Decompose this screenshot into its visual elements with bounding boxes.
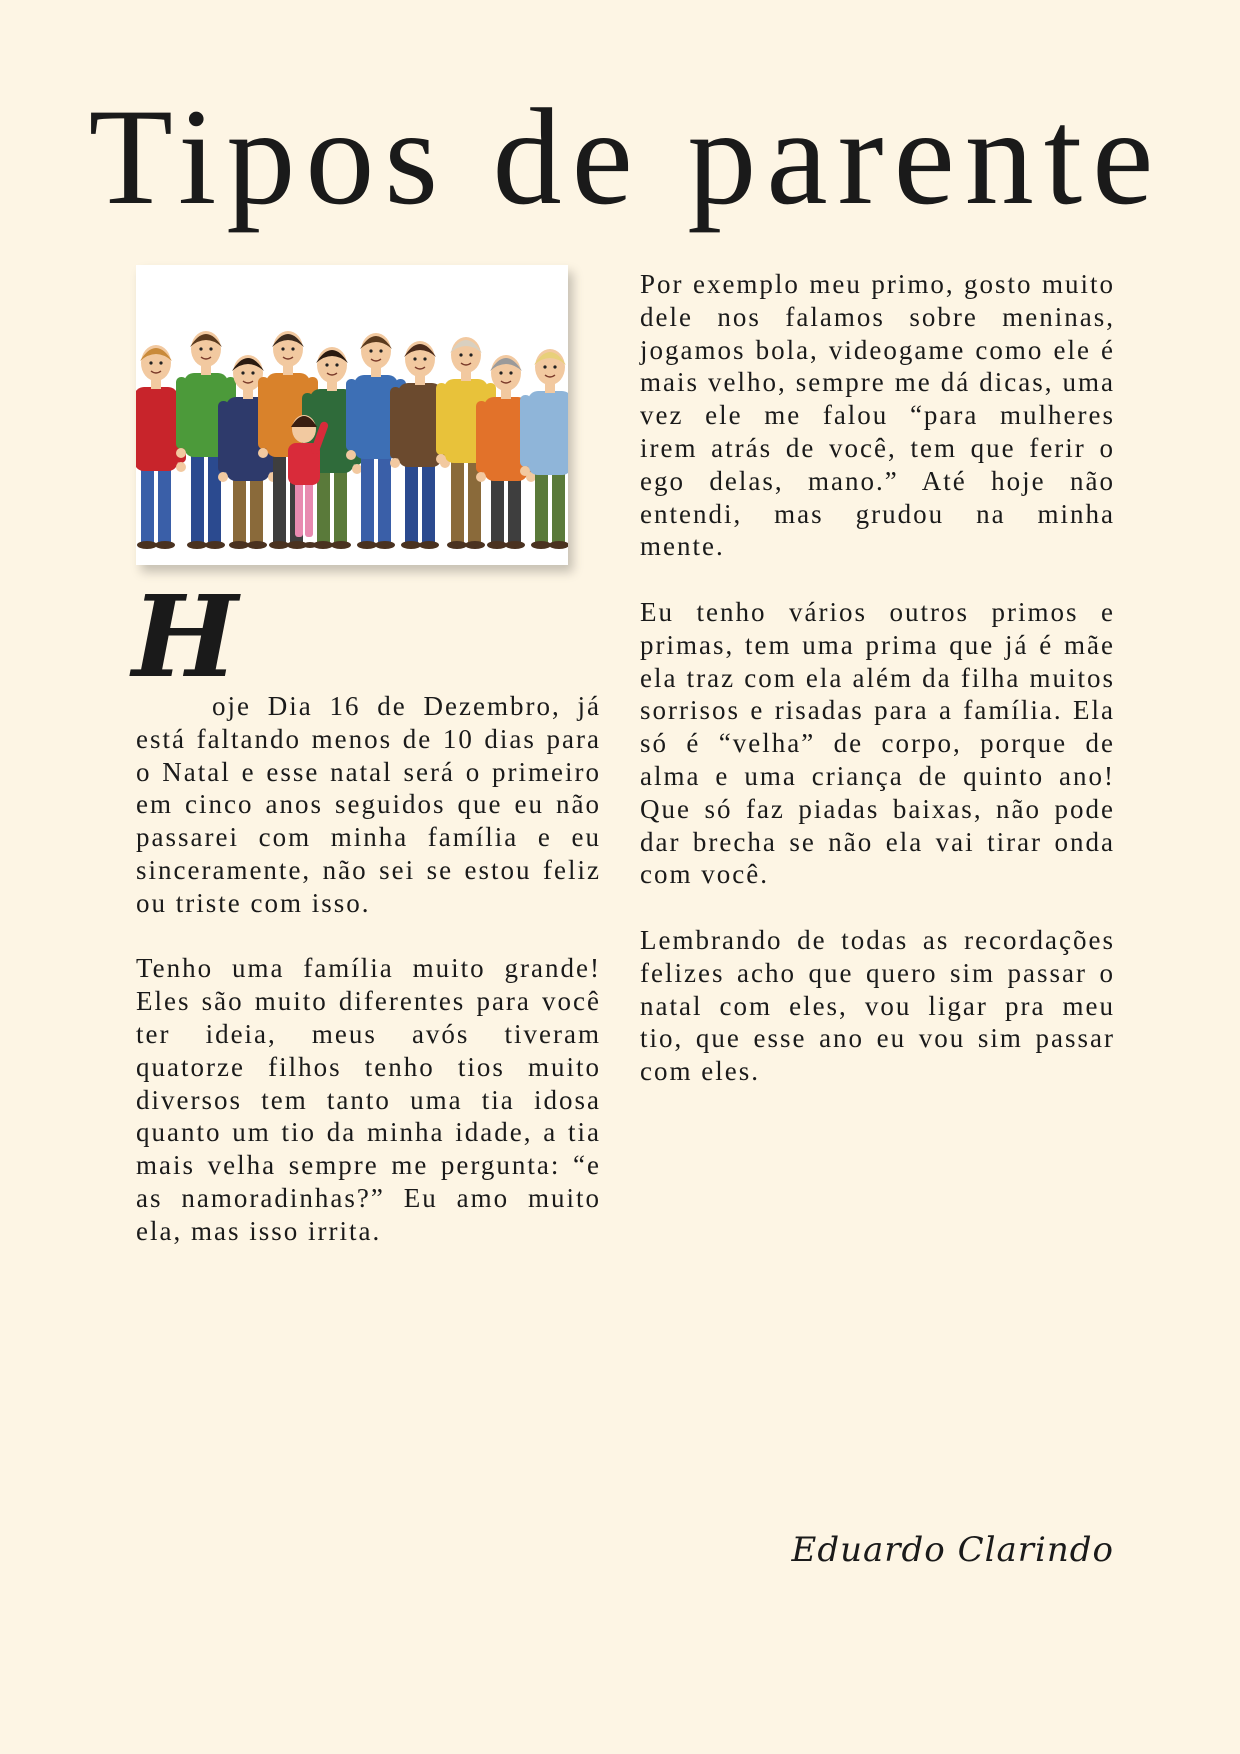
- person-eye: [209, 347, 212, 350]
- person-eye: [241, 371, 244, 374]
- person-leg: [535, 469, 548, 545]
- person-arm: [218, 401, 229, 473]
- person-shoe: [187, 541, 207, 549]
- family-group-icon: [136, 265, 568, 565]
- person-hand: [258, 448, 268, 458]
- child-leg: [295, 479, 303, 537]
- left-column: [132, 572, 601, 1280]
- person-eye: [251, 371, 254, 374]
- person-eye: [509, 371, 512, 374]
- person-torso: [528, 391, 568, 475]
- person-leg: [273, 451, 286, 545]
- person-hand: [520, 466, 530, 476]
- person-eye: [413, 357, 416, 360]
- person-leg: [158, 465, 171, 545]
- child-leg: [305, 479, 313, 537]
- person-hand: [390, 458, 400, 468]
- person-shoe: [247, 541, 267, 549]
- person-eye: [423, 357, 426, 360]
- person-leg: [361, 453, 374, 545]
- page-title: Tipos de parente: [88, 80, 1164, 233]
- person-shoe: [419, 541, 439, 549]
- person-leg: [552, 469, 565, 545]
- person-hand: [176, 462, 186, 472]
- person-eye: [335, 363, 338, 366]
- person-shoe: [357, 541, 377, 549]
- person-leg: [491, 475, 504, 545]
- person-shoe: [465, 541, 485, 549]
- person-leg: [141, 465, 154, 545]
- intro-text: oje Dia 16 de Dezembro, já está faltando menos de 10 dias para o Natal e esse natal será o primeiro em cinco anos seguidos que eu não passarei com minha família e eu sinceramente, não sei se estou feliz ou triste com isso.: [136, 691, 601, 918]
- child-shoe: [303, 542, 317, 548]
- person-leg: [451, 457, 464, 545]
- person-arm: [136, 391, 137, 463]
- person-hand: [352, 464, 362, 474]
- person-leg: [334, 467, 347, 545]
- intro-paragraph: [136, 690, 601, 920]
- person-eye: [199, 347, 202, 350]
- person-arm: [390, 387, 401, 459]
- child-shoe: [291, 542, 305, 548]
- person-shoe: [549, 541, 568, 549]
- author-signature: Eduardo Clarindo: [791, 1530, 1114, 1570]
- person-leg: [250, 475, 263, 545]
- person-shoe: [229, 541, 249, 549]
- person-hand: [476, 472, 486, 482]
- person-hand: [218, 472, 228, 482]
- person-eye: [379, 349, 382, 352]
- person-shoe: [401, 541, 421, 549]
- person-eye: [553, 365, 556, 368]
- person-hand: [436, 454, 446, 464]
- person-torso: [398, 383, 442, 467]
- paragraph-family: Tenho uma família muito grande! Eles são muito diferentes para você ter ideia, meus avós tiveram quatorze filhos tenho tios muito diversos tem tanto uma tia idosa quanto um tio da minha idade, a tia mais velha sempre me pergunta: “e as namoradinhas?” Eu amo muito ela, mas isso irrita.: [136, 953, 601, 1246]
- person-leg: [191, 451, 204, 545]
- person-shoe: [205, 541, 225, 549]
- person-eye: [459, 353, 462, 356]
- person-torso: [136, 387, 178, 471]
- person-shoe: [505, 541, 525, 549]
- person-eye: [159, 361, 162, 364]
- person-shoe: [531, 541, 551, 549]
- person-eye: [281, 347, 284, 350]
- paragraph-cousin: Por exemplo meu primo, gosto muito dele nos falamos sobre meninas, jogamos bola, videogame como ele é mais velho, sempre me dá dicas, uma vez ele me falou “para mulheres irem atrás de você, tem que ferir o ego delas, mano.” Até hoje não entendi, mas grudou na minha mente.: [640, 269, 1115, 562]
- person-eye: [469, 353, 472, 356]
- person-leg: [233, 475, 246, 545]
- person-shoe: [375, 541, 395, 549]
- person-arm: [176, 377, 187, 449]
- person-arm: [258, 377, 269, 449]
- person-shoe: [137, 541, 157, 549]
- dropcap-area: [132, 572, 601, 703]
- person-shoe: [331, 541, 351, 549]
- person-arm: [520, 395, 531, 467]
- person-eye: [499, 371, 502, 374]
- person-eye: [325, 363, 328, 366]
- person-eye: [291, 347, 294, 350]
- person-eye: [149, 361, 152, 364]
- person-eye: [543, 365, 546, 368]
- dropcap-letter: H: [132, 572, 238, 703]
- person-shoe: [269, 541, 289, 549]
- family-illustration: [136, 265, 568, 565]
- person-leg: [405, 461, 418, 545]
- person-eye: [369, 349, 372, 352]
- paragraph-cousins: Eu tenho vários outros primos e primas, tem uma prima que já é mãe ela traz com ela além da filha muitos sorrisos e risadas para a família. Ela só é “velha” de corpo, porque de alma e uma criança de quinto ano! Que só faz piadas baixas, não pode dar brecha se não ela vai tirar onda com você.: [640, 596, 1115, 890]
- person-shoe: [447, 541, 467, 549]
- person-arm: [476, 401, 487, 473]
- person-arm: [346, 379, 357, 451]
- person-leg: [422, 461, 435, 545]
- right-column: [640, 268, 1115, 1121]
- person-arm: [436, 383, 447, 455]
- person-leg: [378, 453, 391, 545]
- person-hand: [176, 448, 186, 458]
- person-shoe: [155, 541, 175, 549]
- person-hand: [346, 450, 356, 460]
- person-leg: [508, 475, 521, 545]
- person-shoe: [487, 541, 507, 549]
- paragraph-conclusion: Lembrando de todas as recordações felizes acho que quero sim passar o natal com eles, vou ligar pra meu tio, que esse ano eu vou sim passar com eles.: [640, 924, 1115, 1087]
